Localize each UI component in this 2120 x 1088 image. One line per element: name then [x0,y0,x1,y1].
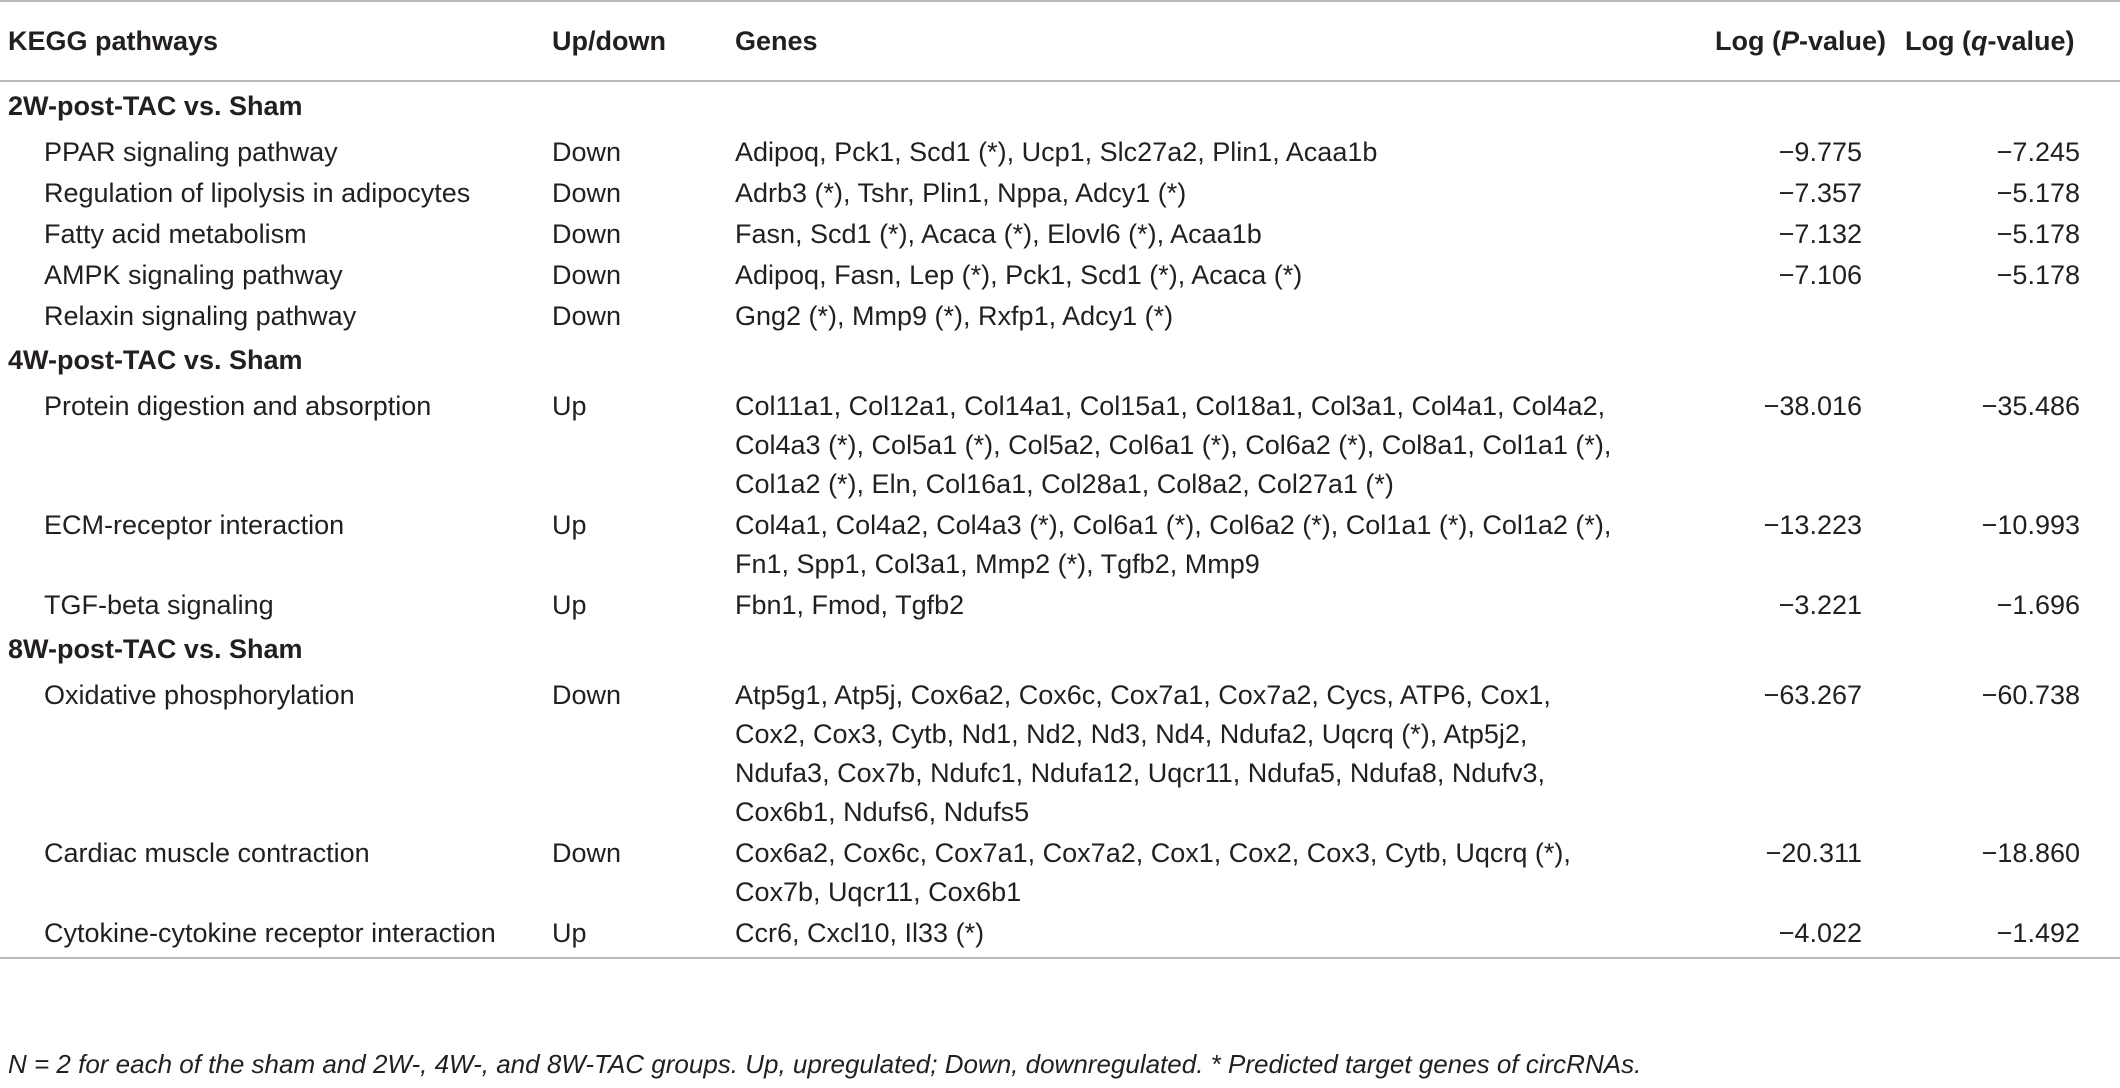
gene-list-line: Ndufa3, Cox7b, Ndufc1, Ndufa12, Uqcr11, Ndufa5, Ndufa8, Ndufv3, [735,758,1545,788]
gene-list-line: Col1a2 (*), Eln, Col16a1, Col28a1, Col8a2, Col27a1 (*) [735,469,1394,499]
table-row [0,504,2120,584]
gene-list-line: Fbn1, Fmod, Tgfb2 [735,590,965,620]
log-p-value: −7.132 [1778,219,1862,249]
log-p-value [1715,295,1905,336]
table-row [0,382,2120,504]
log-p-value: −7.357 [1778,178,1862,208]
gene-list [735,128,1715,172]
log-q-value: −5.178 [1996,260,2080,290]
pathway-name: Relaxin signaling pathway [44,301,357,331]
log-q-value: −18.860 [1981,838,2080,868]
pathway-name: Fatty acid metabolism [44,219,307,249]
table-row [0,128,2120,172]
gene-list-line: Col4a1, Col4a2, Col4a3 (*), Col6a1 (*), Col6a2 (*), Col1a1 (*), Col1a2 (*), [735,510,1612,540]
gene-list [735,172,1715,213]
log-p-value: −4.022 [1715,912,1905,958]
regulation-direction: Up [552,590,587,620]
log-q-value: −1.696 [1996,590,2080,620]
gene-list [735,832,1715,912]
log-p-value: −9.775 [1778,137,1862,167]
log-p-value: −20.311 [1765,838,1862,868]
pathway-name: AMPK signaling pathway [44,260,343,290]
table-header [0,1,2120,81]
group-title: 2W-post-TAC vs. Sham [8,91,303,121]
regulation-direction: Down [552,260,622,290]
gene-list-line: Ccr6, Cxcl10, Il33 (*) [735,918,985,948]
log-p-value: −63.267 [1763,680,1862,710]
table-row [0,254,2120,295]
pathway-name: Oxidative phosphorylation [44,680,355,710]
gene-list-line: Atp5g1, Atp5j, Cox6a2, Cox6c, Cox7a1, Cox7a2, Cycs, ATP6, Cox1, [735,680,1551,710]
gene-list-line: Cox6b1, Ndufs6, Ndufs5 [735,797,1030,827]
log-p-value: −3.221 [1778,590,1862,620]
gene-list-line: Cox6a2, Cox6c, Cox7a1, Cox7a2, Cox1, Cox2, Cox3, Cytb, Uqcrq (*), [735,838,1571,868]
gene-list [735,382,1715,504]
pathway-name: Protein digestion and absorption [44,391,432,421]
log-p-value: −13.223 [1763,510,1862,540]
gene-list [735,504,1715,584]
gene-list-line: Cox7b, Uqcr11, Cox6b1 [735,877,1022,907]
regulation-direction: Up [552,391,587,421]
gene-list [735,254,1715,295]
header-kegg-pathways: KEGG pathways [0,1,552,81]
gene-list-line: Adrb3 (*), Tshr, Plin1, Nppa, Adcy1 (*) [735,178,1187,208]
log-q-value: −5.178 [1996,219,2080,249]
gene-list-line: Fasn, Scd1 (*), Acaca (*), Elovl6 (*), Acaa1b [735,219,1262,249]
regulation-direction: Down [552,680,622,710]
group-header-row [0,625,2120,671]
gene-list [735,213,1715,254]
table-body [0,81,2120,958]
pathway-name: ECM-receptor interaction [44,510,345,540]
log-q-value: −5.178 [1996,178,2080,208]
gene-list [735,912,1715,958]
table-row [0,295,2120,336]
gene-list-line: Col11a1, Col12a1, Col14a1, Col15a1, Col18a1, Col3a1, Col4a1, Col4a2, [735,391,1606,421]
regulation-direction: Down [552,137,622,167]
pathway-name: Cardiac muscle contraction [44,838,370,868]
group-header-row [0,81,2120,128]
regulation-direction: Down [552,219,622,249]
gene-list [735,295,1715,336]
log-q-value: −1.492 [1905,912,2120,958]
header-genes: Genes [735,1,1715,81]
log-q-value: −7.245 [1996,137,2080,167]
gene-list [735,671,1715,832]
regulation-direction: Up [552,510,587,540]
table-footnote: N = 2 for each of the sham and 2W-, 4W-, and 8W-TAC groups. Up, upregulated; Down, downregulated. * Predicted target genes of circRNAs. [8,1049,1642,1079]
regulation-direction: Down [552,178,622,208]
header-log-p-value: Log (P-value) [1715,1,1905,81]
gene-list [735,584,1715,625]
log-p-value: −7.106 [1778,260,1862,290]
regulation-direction: Down [552,838,622,868]
log-q-value: −35.486 [1981,391,2080,421]
log-q-value: −60.738 [1981,680,2080,710]
pathway-name: TGF-beta signaling [44,590,274,620]
table-row [0,671,2120,832]
gene-list-line: Col4a3 (*), Col5a1 (*), Col5a2, Col6a1 (*), Col6a2 (*), Col8a1, Col1a1 (*), [735,430,1612,460]
header-up-down: Up/down [552,1,735,81]
table-row [0,213,2120,254]
table-row [0,832,2120,912]
gene-list-line: Gng2 (*), Mmp9 (*), Rxfp1, Adcy1 (*) [735,301,1174,331]
header-log-q-value: Log (q-value) [1905,1,2120,81]
gene-list-line: Fn1, Spp1, Col3a1, Mmp2 (*), Tgfb2, Mmp9 [735,549,1260,579]
table-row [0,172,2120,213]
table-row [0,584,2120,625]
regulation-direction: Up [552,912,735,958]
group-title: 8W-post-TAC vs. Sham [8,634,303,664]
group-title: 4W-post-TAC vs. Sham [8,345,303,375]
log-p-value: −38.016 [1763,391,1862,421]
table-row [0,912,2120,958]
gene-list-line: Adipoq, Fasn, Lep (*), Pck1, Scd1 (*), Acaca (*) [735,260,1303,290]
pathway-name: Regulation of lipolysis in adipocytes [44,178,471,208]
gene-list-line: Cox2, Cox3, Cytb, Nd1, Nd2, Nd3, Nd4, Ndufa2, Uqcrq (*), Atp5j2, [735,719,1528,749]
gene-list-line: Adipoq, Pck1, Scd1 (*), Ucp1, Slc27a2, Plin1, Acaa1b [735,137,1378,167]
log-q-value [1905,295,2120,336]
log-q-value: −10.993 [1981,510,2080,540]
pathway-name: Cytokine-cytokine receptor interaction [0,912,552,958]
regulation-direction: Down [552,301,622,331]
pathway-name: PPAR signaling pathway [44,137,338,167]
group-header-row [0,336,2120,382]
